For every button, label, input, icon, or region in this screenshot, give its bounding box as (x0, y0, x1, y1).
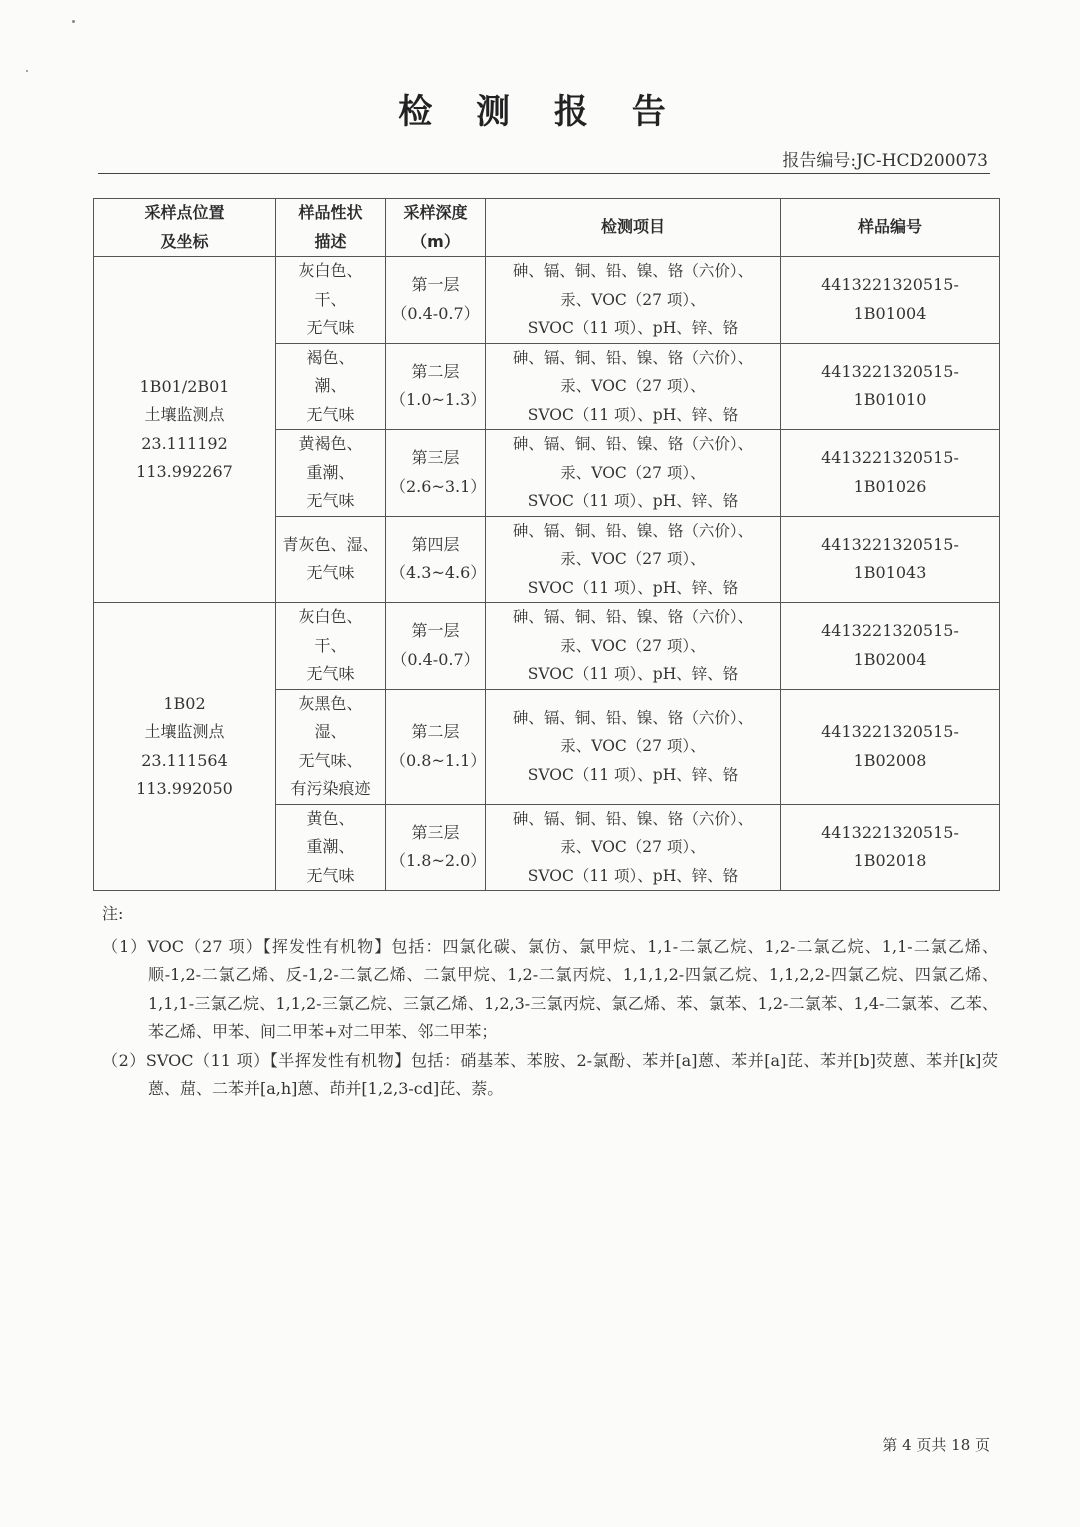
report-number: 报告编号:JC-HCD200073 (782, 151, 988, 171)
sample-table (93, 198, 1000, 891)
sample-id-cell: 4413221320515-1B02008 (781, 689, 1000, 804)
tests-cell (486, 516, 781, 603)
tests-cell-line: 砷、镉、铜、铅、镍、铬（六价）、 (512, 608, 754, 626)
tests-cell-line: SVOC（11 项）、pH、锌、铬 (527, 578, 739, 597)
tests-cell-line: 汞、VOC（27 项）、 (560, 290, 706, 309)
tests-cell-line: 砷、镉、铜、铅、镍、铬（六价）、 (512, 809, 754, 828)
location-cell-line: 1B01/2B01 (139, 376, 230, 396)
table-row (94, 257, 1000, 344)
depth-cell-line: 第三层 (411, 448, 460, 468)
description-cell-line: 潮、 (314, 376, 347, 395)
sample-id-header-line: 样品编号 (857, 217, 922, 237)
tests-cell-line: SVOC（11 项）、pH、锌、铬 (527, 405, 739, 424)
tests-header-line: 检测项目 (600, 217, 665, 237)
depth-cell-line: （2.6~3.1） (390, 476, 487, 496)
description-cell-line: 无气味、 (298, 750, 363, 770)
sample-id-cell: 4413221320515-1B02018 (781, 804, 1000, 891)
tests-cell (486, 603, 781, 690)
tests-cell-line: 汞、VOC（27 项）、 (560, 737, 706, 756)
depth-cell-line: （1.8~2.0） (390, 851, 487, 871)
description-cell-line: 黄褐色、 (298, 434, 363, 453)
depth-cell-line: （0.4-0.7） (391, 649, 480, 669)
location-cell-line: 1B02 (163, 693, 206, 713)
description-cell-line: 灰白色、 (298, 607, 363, 626)
tests-cell-line: 砷、镉、铜、铅、镍、铬（六价）、 (512, 348, 754, 367)
depth-cell-line: （4.3~4.6） (390, 563, 487, 583)
location-cell (94, 603, 276, 891)
depth-cell (386, 430, 486, 517)
location-cell-line: 113.992050 (136, 779, 233, 798)
depth-header (386, 199, 486, 257)
tests-cell-line: 汞、VOC（27 项）、 (560, 636, 706, 655)
description-cell-line: 无气味 (306, 318, 355, 337)
description-cell-line: 重潮、 (306, 462, 355, 482)
tests-cell (486, 804, 781, 891)
tests-cell (486, 430, 781, 517)
location-cell-line: 113.992267 (136, 462, 233, 481)
location-header-line: 采样点位置 (144, 203, 225, 222)
sample-id-cell: 4413221320515-1B01043 (781, 516, 1000, 603)
depth-header-line: （m） (411, 231, 460, 251)
tests-cell-line: 砷、镉、铜、铅、镍、铬（六价）、 (512, 262, 754, 280)
tests-cell-line: 砷、镉、铜、铅、镍、铬（六价）、 (512, 708, 754, 727)
tests-cell-line: 砷、镉、铜、铅、镍、铬（六价）、 (512, 435, 754, 453)
sample-id-cell: 4413221320515-1B01026 (781, 430, 1000, 517)
description-cell (276, 516, 386, 603)
description-cell-line: 灰白色、 (298, 261, 363, 280)
location-cell (94, 257, 276, 603)
tests-header (486, 199, 781, 257)
depth-cell (386, 804, 486, 891)
location-header-line: 及坐标 (160, 231, 209, 251)
tests-cell-line: SVOC（11 项）、pH、锌、铬 (527, 492, 739, 510)
location-cell-line: 土壤监测点 (144, 405, 225, 424)
table-row (94, 603, 1000, 690)
note-svoc: （2）SVOC（11 项）【半挥发性有机物】包括：硝基苯、苯胺、2-氯酚、苯并[a]蒽、苯并[a]芘、苯并[b]荧蒽、苯并[k]荧蒽、䓛、二苯并[a,h]蒽、茚并[1,2,3-cd]芘、萘。 (102, 1050, 998, 1098)
depth-cell-line: （1.0~1.3） (390, 390, 487, 410)
table-body (94, 257, 1000, 891)
location-cell-line: 土壤监测点 (144, 722, 225, 741)
description-cell-line: 干、 (314, 289, 347, 309)
header-row (94, 199, 1000, 257)
description-cell (276, 804, 386, 891)
tests-cell-line: 汞、VOC（27 项）、 (560, 377, 706, 395)
tests-cell-line: SVOC（11 项）、pH、锌、铬 (527, 319, 739, 337)
tests-cell-line: SVOC（11 项）、pH、锌、铬 (527, 866, 739, 885)
depth-cell-line: （0.8~1.1） (390, 750, 487, 770)
sample-id-cell: 4413221320515-1B02004 (781, 603, 1000, 690)
description-header-line: 样品性状 (298, 203, 363, 222)
location-header (94, 199, 276, 257)
description-cell-line: 褐色、 (306, 347, 355, 367)
tests-cell (486, 689, 781, 804)
header-divider (98, 173, 990, 174)
description-cell (276, 430, 386, 517)
description-cell (276, 257, 386, 344)
sample-id-cell: 4413221320515-1B01010 (781, 343, 1000, 430)
description-cell-line: 灰黑色、 (298, 693, 363, 713)
depth-cell (386, 689, 486, 804)
description-cell (276, 689, 386, 804)
description-cell-line: 湿、 (314, 722, 347, 741)
tests-cell (486, 343, 781, 430)
depth-cell-line: 第二层 (411, 722, 460, 741)
depth-cell-line: 第一层 (411, 621, 460, 641)
description-cell-line: 无气味 (306, 404, 355, 424)
sample-id-header (781, 199, 1000, 257)
depth-cell-line: 第四层 (411, 534, 460, 554)
tests-cell-line: 汞、VOC（27 项）、 (560, 838, 706, 856)
note-voc: （1）VOC（27 项）【挥发性有机物】包括：四氯化碳、氯仿、氯甲烷、1,1-二氯乙烷、1,2-二氯乙烷、1,1-二氯乙烯、顺-1,2-二氯乙烯、反-1,2-二氯乙烯、二氯甲烷、1,2-二氯丙烷、1,1,1,2-四氯乙烷、1,1,2,2-四氯乙烷、四氯乙烯、1,1,1-三氯乙烷、1,1,2-三氯乙烷、三氯乙烯、1,2,3-三氯丙烷、氯乙烯、苯、氯苯、1,2-二氯苯、1,4-二氯苯、乙苯、苯乙烯、甲苯、间二甲苯+对二甲苯、邻二甲苯； (102, 936, 998, 1041)
description-cell (276, 343, 386, 430)
description-header-line: 描述 (314, 231, 347, 251)
notes-heading: 注: (102, 904, 124, 923)
scan-speck (26, 70, 28, 72)
description-cell-line: 无气味 (306, 865, 355, 885)
tests-cell-line: SVOC（11 项）、pH、锌、铬 (527, 765, 739, 784)
description-cell-line: 干、 (314, 635, 347, 655)
page-number: 第 4 页共 18 页 (882, 1436, 990, 1454)
depth-cell-line: 第二层 (411, 361, 460, 381)
description-cell (276, 603, 386, 690)
description-cell-line: 重潮、 (306, 837, 355, 856)
depth-cell (386, 516, 486, 603)
description-cell-line: 有污染痕迹 (290, 779, 371, 798)
report-title: 检 测 报 告 (398, 92, 682, 132)
description-cell-line: 无气味 (306, 563, 355, 583)
tests-cell-line: 汞、VOC（27 项）、 (560, 550, 706, 568)
notes-section (102, 900, 998, 1104)
tests-cell-line: SVOC（11 项）、pH、锌、铬 (527, 665, 739, 683)
scan-speck (72, 20, 75, 23)
depth-cell-line: 第一层 (411, 275, 460, 295)
description-cell-line: 无气味 (306, 491, 355, 510)
description-header (276, 199, 386, 257)
depth-cell-line: 第三层 (411, 822, 460, 842)
depth-header-line: 采样深度 (403, 203, 468, 222)
table-header (94, 199, 1000, 257)
description-cell-line: 黄色、 (306, 808, 355, 828)
tests-cell-line: 汞、VOC（27 项）、 (560, 463, 706, 482)
depth-cell (386, 603, 486, 690)
location-cell-line: 23.111564 (141, 750, 228, 770)
tests-cell (486, 257, 781, 344)
depth-cell-line: （0.4-0.7） (391, 303, 480, 323)
description-cell-line: 无气味 (306, 664, 355, 683)
depth-cell (386, 343, 486, 430)
location-cell-line: 23.111192 (141, 433, 228, 453)
depth-cell (386, 257, 486, 344)
tests-cell-line: 砷、镉、铜、铅、镍、铬（六价）、 (512, 521, 754, 540)
sample-id-cell: 4413221320515-1B01004 (781, 257, 1000, 344)
description-cell-line: 青灰色、湿、 (282, 534, 379, 554)
